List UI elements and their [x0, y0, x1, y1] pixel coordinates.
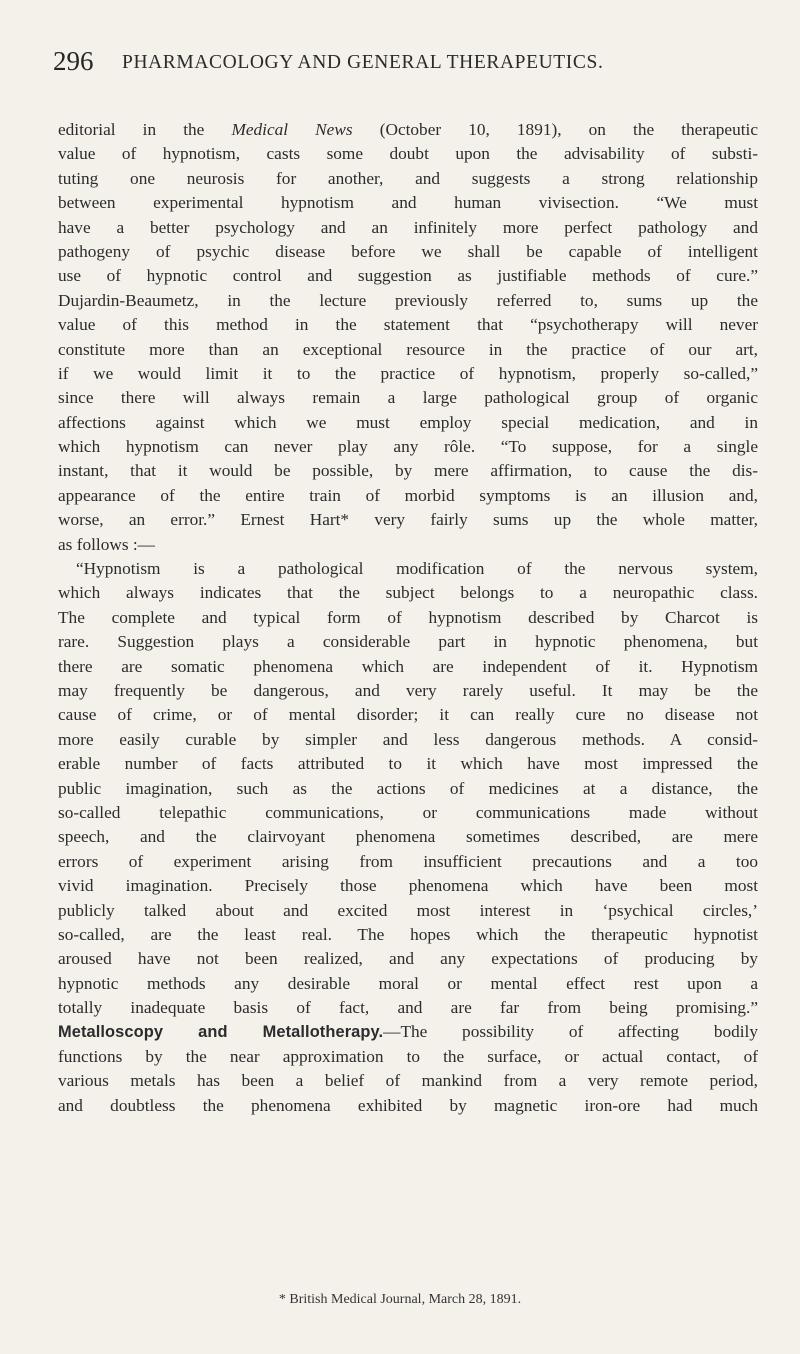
line-text: if we would limit it to the practice of hypnotism, properly so-called,”: [58, 363, 758, 383]
line-text: use of hypnotic control and suggestion as justifiable methods of cure.”: [58, 266, 758, 286]
text-line: [58, 557, 758, 581]
text-line: [58, 362, 758, 386]
text-line: [58, 679, 758, 703]
text-line: [58, 1020, 758, 1044]
line-text: —The possibility of affecting bodily: [383, 1022, 758, 1042]
running-head: [0, 44, 800, 78]
text-line: [58, 825, 758, 849]
line-text: Dujardin-Beaumetz, in the lecture previously referred to, sums up the: [58, 290, 758, 310]
text-line: [58, 581, 758, 605]
line-text: erable number of facts attributed to it which have most impressed the: [58, 754, 758, 774]
text-line: [58, 216, 758, 240]
line-text: and doubtless the phenomena exhibited by magnetic iron-ore had much: [58, 1095, 758, 1115]
text-line: [58, 996, 758, 1020]
text-line: [58, 801, 758, 825]
running-title: PHARMACOLOGY AND GENERAL THERAPEUTICS.: [122, 52, 604, 73]
text-line: [58, 1094, 758, 1118]
text-line: [58, 191, 758, 215]
line-text: pathogeny of psychic disease before we shall be capable of intelligent: [58, 241, 758, 261]
text-line: [58, 630, 758, 654]
line-text: vivid imagination. Precisely those phenomena which have been most: [58, 876, 758, 896]
line-text: rare. Suggestion plays a considerable part in hypnotic phenomena, but: [58, 632, 758, 652]
text-line: [58, 703, 758, 727]
line-text: appearance of the entire train of morbid symptoms is an illusion and,: [58, 485, 758, 505]
line-text: editorial in the: [58, 120, 232, 139]
text-line: [58, 313, 758, 337]
line-text: “Hypnotism is a pathological modification of the nervous system,: [76, 559, 758, 579]
text-line: [58, 947, 758, 971]
text-line: [58, 386, 758, 410]
line-text: affections against which we must employ special medication, and in: [58, 412, 758, 432]
text-line: [58, 484, 758, 508]
text-line: [58, 752, 758, 776]
line-text: cause of crime, or of mental disorder; it can really cure no disease not: [58, 705, 758, 725]
line-text: tuting one neurosis for another, and suggests a strong relationship: [58, 168, 758, 188]
line-text: constitute more than an exceptional resource in the practice of our art,: [58, 339, 758, 359]
text-line: [58, 240, 758, 264]
text-line: [58, 533, 758, 557]
journal-title: Medical News: [231, 120, 353, 139]
text-line: [58, 874, 758, 898]
line-text: aroused have not been realized, and any expectations of producing by: [58, 949, 758, 969]
text-line: [58, 850, 758, 874]
line-text: hypnotic methods any desirable moral or mental effect rest upon a: [58, 973, 758, 993]
line-text: publicly talked about and excited most interest in ‘psychical circles,’: [58, 900, 758, 920]
footnote: * British Medical Journal, March 28, 1891.: [278, 1292, 522, 1307]
text-line: [58, 1069, 758, 1093]
line-text: so-called, are the least real. The hopes which the therapeutic hypnotist: [58, 924, 758, 944]
text-line: [58, 606, 758, 630]
line-text: speech, and the clairvoyant phenomena sometimes described, are mere: [58, 827, 758, 847]
line-text: as follows :—: [58, 534, 155, 554]
text-line: [58, 1045, 758, 1069]
text-line: [58, 899, 758, 923]
text-line: [58, 289, 758, 313]
text-line: [58, 142, 758, 166]
line-text: which hypnotism can never play any rôle. “To suppose, for a single: [58, 437, 758, 457]
line-text: functions by the near approximation to the surface, or actual contact, of: [58, 1046, 758, 1066]
text-line: [58, 435, 758, 459]
line-text: more easily curable by simpler and less dangerous methods. A consid-: [58, 729, 758, 749]
body-text: [58, 118, 758, 1118]
line-text: may frequently be dangerous, and very rarely useful. It may be the: [58, 680, 758, 700]
text-line: [58, 972, 758, 996]
text-line: [58, 777, 758, 801]
line-text: value of hypnotism, casts some doubt upon the advisability of substi-: [58, 144, 758, 164]
line-text: instant, that it would be possible, by mere affirmation, to cause the dis-: [58, 461, 758, 481]
line-text: totally inadequate basis of fact, and are far from being promising.”: [58, 998, 758, 1018]
line-text: so-called telepathic communications, or communications made without: [58, 802, 758, 822]
text-line: [58, 411, 758, 435]
line-text: there are somatic phenomena which are independent of it. Hypnotism: [58, 656, 758, 676]
line-text: (October 10, 1891), on the therapeutic: [352, 120, 758, 139]
text-line: [58, 118, 758, 142]
text-line: [58, 508, 758, 532]
line-text: errors of experiment arising from insufficient precautions and a too: [58, 851, 758, 871]
line-text: have a better psychology and an infinitely more perfect pathology and: [58, 217, 758, 237]
text-line: [58, 655, 758, 679]
text-line: [58, 338, 758, 362]
page-number: 296: [53, 46, 94, 76]
text-line: [58, 923, 758, 947]
line-text: since there will always remain a large pathological group of organic: [58, 388, 758, 408]
line-text: various metals has been a belief of mankind from a very remote period,: [58, 1071, 758, 1091]
section-heading: Metalloscopy and Metallotherapy.: [58, 1023, 384, 1042]
text-line: [58, 167, 758, 191]
line-text: The complete and typical form of hypnotism described by Charcot is: [58, 607, 758, 627]
line-text: value of this method in the statement that “psychotherapy will never: [58, 315, 758, 335]
text-line: [58, 264, 758, 288]
text-line: [58, 459, 758, 483]
line-text: which always indicates that the subject belongs to a neuropathic class.: [58, 583, 758, 603]
line-text: worse, an error.” Ernest Hart* very fairly sums up the whole matter,: [58, 510, 758, 530]
text-line: [58, 728, 758, 752]
line-text: public imagination, such as the actions of medicines at a distance, the: [58, 778, 758, 798]
line-text: between experimental hypnotism and human vivisection. “We must: [58, 193, 758, 213]
